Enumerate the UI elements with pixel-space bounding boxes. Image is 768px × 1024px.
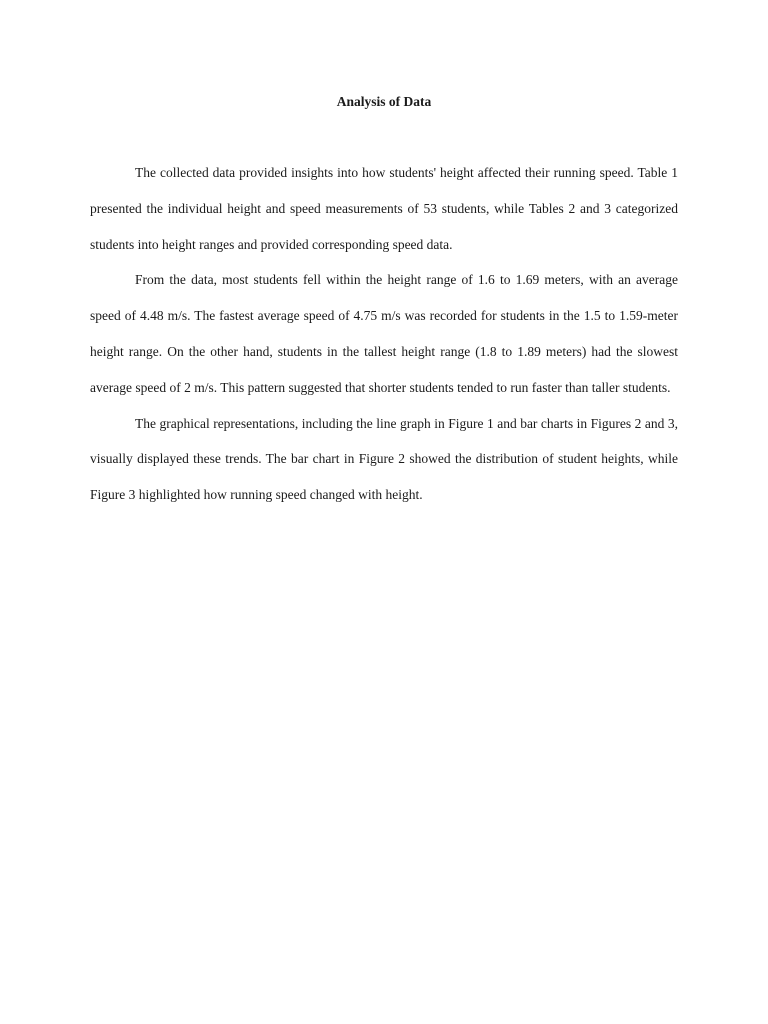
document-body (90, 155, 678, 513)
paragraph-figures: The graphical representations, including the line graph in Figure 1 and bar charts in Figures 2 and 3, visually displayed these trends. The bar chart in Figure 2 showed the distribution of student heights, while Figure 3 highlighted how running speed changed with height. (90, 415, 678, 503)
paragraph-findings: From the data, most students fell within the height range of 1.6 to 1.69 meters, with an average speed of 4.48 m/s. The fastest average speed of 4.75 m/s was recorded for students in the 1.5 to 1.59-meter height range. On the other hand, students in the tallest height range (1.8 to 1.89 meters) had the slowest average speed of 2 m/s. This pattern suggested that shorter students tended to run faster than taller students. (90, 272, 678, 395)
paragraph-intro: The collected data provided insights into how students' height affected their running speed. Table 1 presented the individual height and speed measurements of 53 students, while Tables 2 and 3 categorized students into height ranges and provided corresponding speed data. (90, 165, 678, 252)
page-title: Analysis of Data (336, 94, 432, 109)
